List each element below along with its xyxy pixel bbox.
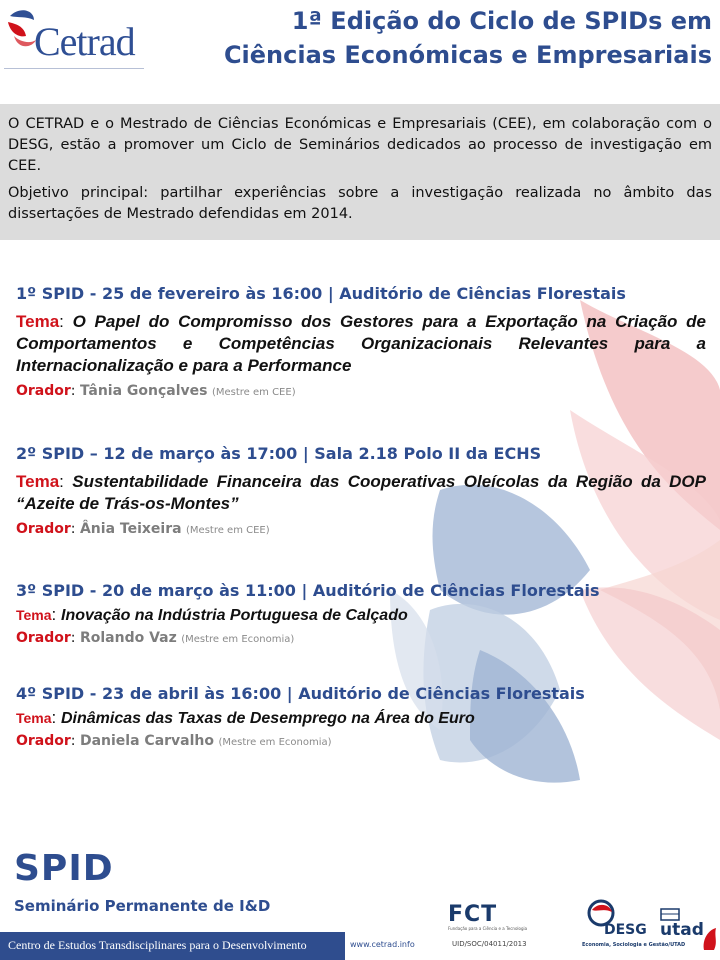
speaker-degree: (Mestre em CEE)	[211, 387, 296, 398]
session-theme: Tema: Inovação na Indústria Portuguesa de Calçado	[16, 605, 408, 624]
session-heading: 4º SPID - 23 de abril às 16:00 | Auditório de Ciências Florestais	[16, 684, 585, 703]
orador-label: Orador	[16, 733, 71, 749]
fct-code: UID/SOC/04011/2013	[452, 940, 527, 948]
utad-mascot-icon	[700, 926, 720, 952]
session-2	[16, 443, 706, 541]
orador-label: Orador	[16, 521, 71, 537]
theme-title: Sustentabilidade Financeira das Cooperativas Oleícolas da Região da DOP “Azeite de Trás-os-Montes”	[16, 472, 706, 513]
session-speaker: Orador: Rolando Vaz (Mestre em Economia)	[16, 630, 295, 646]
footer-band-text: Centro de Estudos Transdisciplinares para o Desenvolvimento	[8, 938, 307, 952]
footer-band	[0, 932, 345, 960]
title-line-2: Ciências Económicas e Empresariais	[223, 41, 712, 69]
tema-label: Tema	[16, 710, 52, 726]
session-1	[16, 283, 706, 403]
session-4	[16, 683, 706, 753]
utad-logo	[660, 906, 720, 960]
fct-logo-text: FCT	[448, 902, 498, 927]
logo-text: Cetrad	[34, 19, 135, 64]
speaker-name: Ânia Teixeira	[79, 521, 182, 537]
logo-rule	[4, 68, 144, 69]
intro-paragraph-2: Objetivo principal: partilhar experiências sobre a investigação realizada no âmbito das dissertações de Mestrado defendidas em 2014.	[8, 185, 712, 222]
speaker-degree: (Mestre em Economia)	[218, 737, 332, 748]
session-theme: Tema: Dinâmicas das Taxas de Desemprego na Área do Euro	[16, 708, 475, 727]
fct-logo-subtext: Fundação para a Ciência e a Tecnologia	[448, 926, 528, 931]
speaker-degree: (Mestre em CEE)	[186, 525, 270, 536]
session-heading: 3º SPID - 20 de março às 11:00 | Auditório de Ciências Florestais	[16, 581, 600, 600]
orador-label: Orador	[16, 630, 71, 646]
website-link[interactable]: www.cetrad.info	[350, 940, 415, 949]
desg-logo-text: DESG	[604, 922, 647, 938]
tema-label: Tema	[16, 472, 60, 491]
theme-title: O Papel do Compromisso dos Gestores para a Exportação na Criação de Comportamentos e Competências Organizacionais Relevantes para a Internacionalização e para a Performance	[16, 312, 706, 375]
intro-paragraph-1: O CETRAD e o Mestrado de Ciências Económicas e Empresariais (CEE), em colaboração com o DESG, estão a promover um Ciclo de Seminários dedicados ao processo de investigação em CEE.	[8, 116, 712, 174]
session-speaker: Orador: Tânia Gonçalves (Mestre em CEE)	[16, 383, 296, 399]
desg-logo	[582, 896, 686, 956]
session-theme: Tema: Sustentabilidade Financeira das Cooperativas Oleícolas da Região da DOP “Azeite de Trás-os-Montes”	[16, 472, 706, 513]
theme-title: Inovação na Indústria Portuguesa de Calçado	[61, 607, 408, 624]
session-heading: 1º SPID - 25 de fevereiro às 16:00 | Auditório de Ciências Florestais	[16, 284, 626, 303]
session-speaker: Orador: Ânia Teixeira (Mestre em CEE)	[16, 521, 270, 537]
spid-subtitle: Seminário Permanente de I&D	[14, 897, 271, 915]
speaker-degree: (Mestre em Economia)	[181, 634, 295, 645]
theme-title: Dinâmicas das Taxas de Desemprego na Área do Euro	[61, 710, 475, 727]
speaker-name: Daniela Carvalho	[79, 733, 215, 749]
fct-logo	[448, 904, 568, 931]
utad-logo-text: utad	[660, 920, 704, 940]
speaker-name: Tânia Gonçalves	[79, 383, 208, 399]
cetrad-logo	[4, 4, 144, 74]
orador-label: Orador	[16, 383, 71, 399]
session-3	[16, 580, 706, 650]
session-speaker: Orador: Daniela Carvalho (Mestre em Economia)	[16, 733, 332, 749]
desg-logo-subtext: Economia, Sociologia e Gestão/UTAD	[582, 942, 686, 948]
tema-label: Tema	[16, 312, 60, 331]
speaker-name: Rolando Vaz	[79, 630, 177, 646]
title-line-1: 1ª Edição do Ciclo de SPIDs em	[291, 7, 712, 35]
page-title	[224, 4, 712, 72]
session-theme: Tema: O Papel do Compromisso dos Gestores para a Exportação na Criação de Comportamentos e Competências Organizacionais Relevantes para a Internacionalização e para a Performance	[16, 312, 706, 375]
tema-label: Tema	[16, 607, 52, 623]
spid-heading: SPID	[14, 848, 114, 889]
session-heading: 2º SPID – 12 de março às 17:00 | Sala 2.18 Polo II da ECHS	[16, 444, 542, 463]
intro-box	[0, 104, 720, 240]
